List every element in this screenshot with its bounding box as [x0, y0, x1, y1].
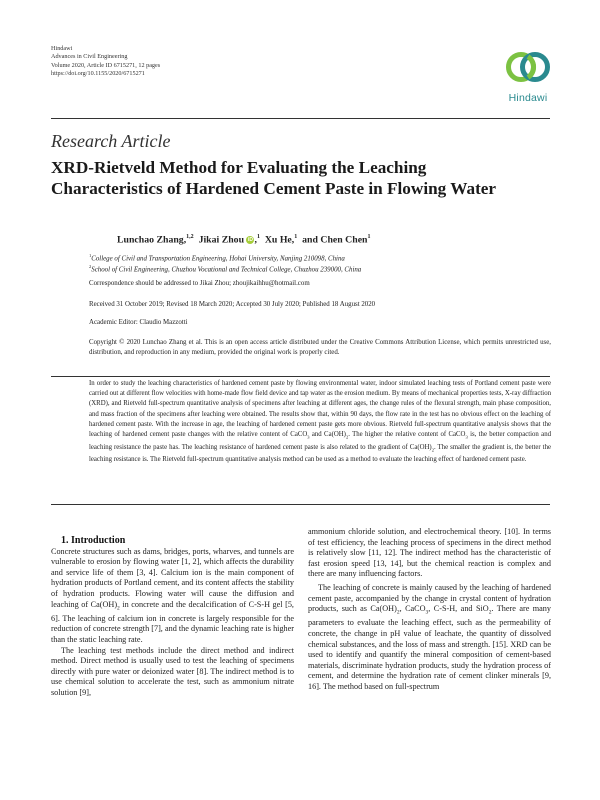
- body-column-right: [308, 527, 551, 693]
- author-name[interactable]: Xu He,: [264, 234, 295, 246]
- orcid-icon[interactable]: iD: [247, 237, 253, 244]
- subscript: 2: [396, 609, 400, 616]
- dates: Received 31 October 2019; Revised 18 March 2020; Accepted 30 July 2020; Published 18 August 2020: [89, 301, 376, 308]
- abstract: [89, 379, 551, 465]
- affil-text: College of Civil and Transportation Engineering, Hohai University, Nanjing 210098, China: [91, 255, 345, 263]
- header-divider: [51, 118, 550, 119]
- author-list: [117, 234, 371, 245]
- abstract-top-divider: [51, 376, 550, 377]
- subscript: 3: [465, 434, 468, 440]
- author-name[interactable]: and Chen Chen: [302, 234, 368, 246]
- author-affil-sup: 1: [256, 234, 260, 240]
- abstract-text: and Ca(OH): [309, 431, 346, 439]
- affil-number: 2: [89, 264, 92, 269]
- body-text: in concrete and the decalcification of C-S-H gel [5, 6]. The leaching of calcium ion in concrete is largely responsible for the reduction of concrete strength [7], and the dynamic leaching rate is higher than the static leaching rate.: [51, 599, 294, 644]
- journal-meta: [51, 45, 160, 78]
- body-paragraph: ammonium chloride solution, and electrochemical theory. [10]. In terms of test efficiency, the leaching process of specimens in the direct method is relatively slow [11, 12]. The indirect method has the characteristic of fast erosion speed [13, 14], but the chemical reaction is complex and there are many influencing factors.: [308, 527, 551, 579]
- body-text: Concrete structures such as dams, bridges, ports, wharves, and tunnels are vulnerable to erosion by flowing water [1, 2], which affects the durability and service life of them [3, 4]. Calcium ion is the main component of hydration products of Portland cement, and its content affects the stability of hydration products. Flowing water will cause the diffusion and leaching of Ca(OH): [51, 546, 294, 609]
- author-name[interactable]: Lunchao Zhang,: [117, 234, 187, 246]
- subscript: 2: [117, 605, 120, 612]
- abstract-text: . The higher the relative content of CaCO: [348, 431, 466, 439]
- article-type: Research Article: [51, 131, 171, 151]
- hindawi-logo[interactable]: [500, 46, 556, 104]
- hindawi-logo-icon: [503, 46, 553, 88]
- body-paragraph: [308, 583, 551, 693]
- copyright-notice: Copyright © 2020 Lunchao Zhang et al. This is an open access article distributed under the Creative Commons Attribution License, which permits unrestricted use, distribution, and reproduction in any medium, provided the original work is properly cited.: [89, 339, 551, 356]
- abstract-text: In order to study the leaching characteristics of hardened cement paste by flowing environmental water, indoor simulated leaching tests of Portland cement paste were carried out at different flow velocities with home-made flow field device and tap water as the erosion medium. By means of mechanical properties tests, X-ray diffraction (XRD), and Rietveld full-spectrum quantitative analysis of specimens after leaching at different ages, the change rules of the flexural strength, main phase composition, and mass fraction of the specimens after leaching were obtained. The results show that, within 90 days, the flow rate in the test has no obvious effect on the leaching of hardened cement paste. With the increase in age, the leaching of hardened cement paste gets more obvious. Rietveld full-spectrum quantitative analysis shows that the leaching of hardened cement paste changes with the relative content of CaCO: [89, 380, 551, 439]
- subscript: 3: [307, 434, 310, 440]
- body-text: , C-S-H, and SiO: [428, 604, 489, 614]
- abstract-text: . The smaller the gradient is, the better the leaching resistance is. The Rietveld full-spectrum quantitative analysis method can be used as a method to evaluate the leaching effect of hardened cement paste.: [89, 443, 551, 464]
- affil-text: School of Civil Engineering, Chuzhou Vocational and Technical College, Chuzhou 239000, China: [91, 266, 362, 274]
- affil-number: 1: [89, 253, 92, 258]
- abstract-bottom-divider: [51, 504, 550, 505]
- subscript: 2: [488, 609, 492, 616]
- paper-title: [51, 157, 551, 199]
- body-text: . There are many parameters to evaluate the leaching effect, such as the permeability of concrete, the change in pH value of leachate, the quantity of dissolved chemical substances, and the loss of mass and strength. [15]. XRD can be used to identify and quantify the mineral composition of cement-based materials, discriminate hydration products, study the hydration process of cement, and determine the hydration rate of cement clinker minerals [9, 16]. The method based on full-spectrum: [308, 604, 551, 691]
- volume-info: Volume 2020, Article ID 6715271, 12 pages: [51, 61, 161, 69]
- subscript: 2: [431, 446, 434, 452]
- subscript: 2: [345, 434, 349, 440]
- author-comma: ,: [254, 234, 257, 246]
- author-affil-sup: 1,2: [186, 234, 194, 240]
- publisher-name: Hindawi: [51, 45, 73, 52]
- body-text: , CaCO: [399, 604, 426, 614]
- affiliation-2: [89, 262, 361, 275]
- correspondence: Correspondence should be addressed to Jikai Zhou; zhoujikaihhu@hotmail.com: [89, 280, 310, 287]
- title-line-2: Characteristics of Hardened Cement Paste in Flowing Water: [51, 179, 497, 198]
- author-name[interactable]: Jikai Zhou: [198, 234, 245, 246]
- author-affil-sup: 1: [294, 234, 298, 240]
- doi-link[interactable]: https://doi.org/10.1155/2020/6715271: [51, 69, 145, 77]
- journal-name: Advances in Civil Engineering: [51, 53, 128, 61]
- academic-editor: Academic Editor: Claudio Mazzotti: [89, 319, 188, 326]
- section-heading: 1. Introduction: [61, 535, 126, 546]
- body-paragraph: The leaching test methods include the direct method and indirect method. Direct method is usually used to test the leaching of specimens directly with pure water or deionized water [8]. The indirect method is to use chemical solution to accelerate the test, such as ammonium nitrate solution [9],: [51, 645, 294, 697]
- body-text: The leaching of concrete is mainly caused by the leaching of hardened cement paste, accompanied by the change in crystal content of hydration products, such as Ca(OH): [308, 582, 551, 614]
- author-affil-sup: 1: [367, 234, 371, 240]
- body-column-left: [51, 536, 294, 699]
- subscript: 3: [425, 609, 429, 616]
- title-line-1: XRD-Rietveld Method for Evaluating the Leaching: [51, 158, 427, 177]
- logo-text: Hindawi: [508, 92, 548, 104]
- abstract-text: is, the better compaction and leaching resistance the paste has. The leaching resistance of hardened cement paste is also related to the gradient of Ca(OH): [89, 431, 551, 451]
- body-paragraph: [51, 547, 294, 646]
